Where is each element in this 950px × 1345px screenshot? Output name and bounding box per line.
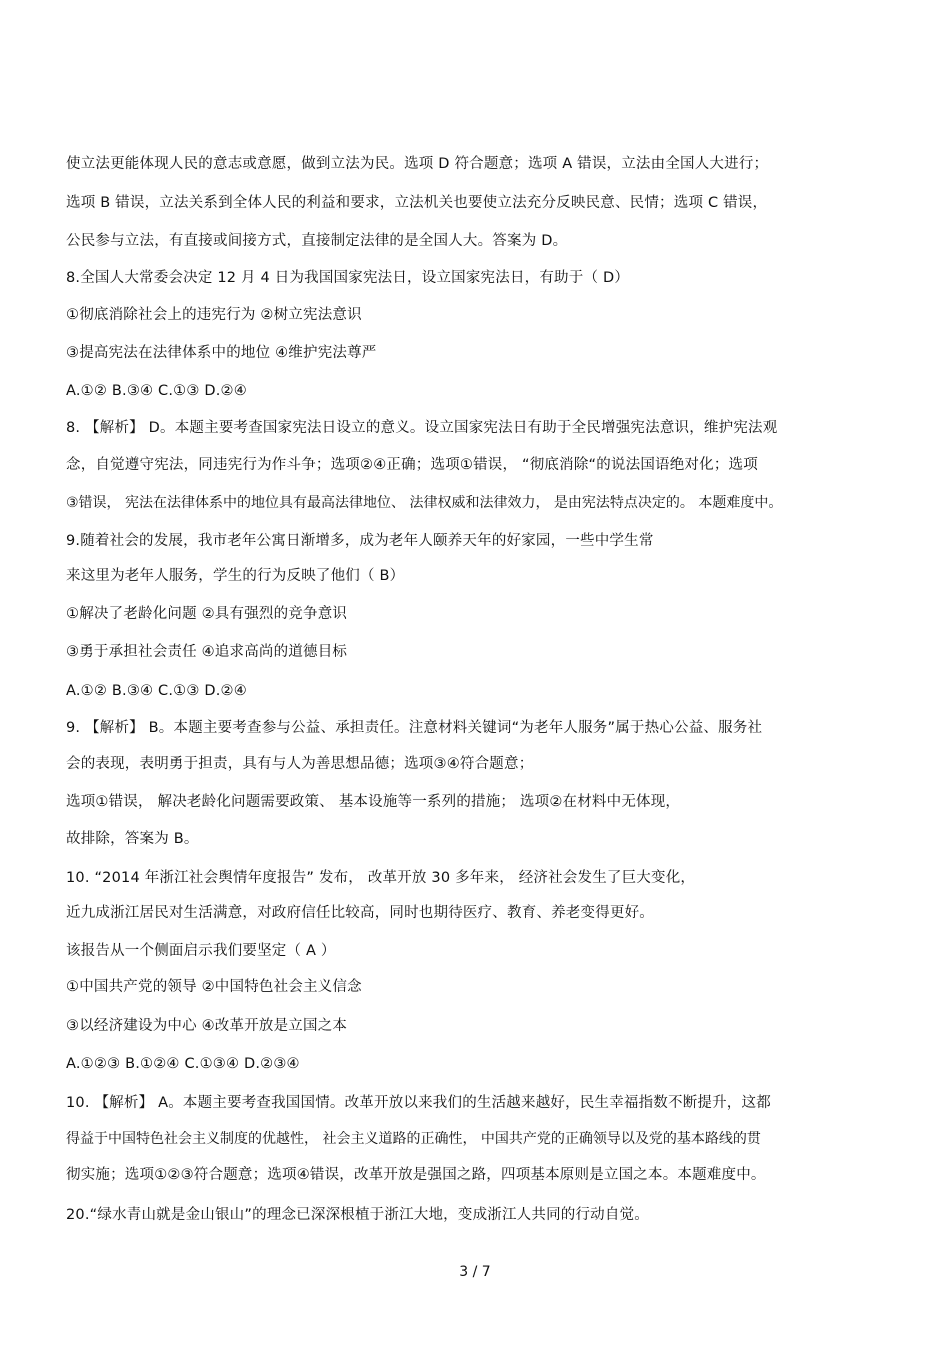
answer-choices: A.①②③ B.①②④ C.①③④ D.②③④ xyxy=(66,1056,300,1072)
text-line: 故排除，答案为 B。 xyxy=(66,831,199,847)
option-line: ③以经济建设为中心 ④改革开放是立国之本 xyxy=(66,1018,348,1034)
text-line: 选项①错误， 解决老龄化问题需要政策、 基本设施等一系列的措施； 选项②在材料中无体现， xyxy=(66,794,681,810)
text-line: 来这里为老年人服务，学生的行为反映了他们（ B） xyxy=(66,568,405,584)
text-line: 会的表现，表明勇于担责，具有与人为善思想品德；选项③④符合题意； xyxy=(66,756,534,772)
answer-choices: A.①② B.③④ C.①③ D.②④ xyxy=(66,383,247,399)
question-10: 10. “2014 年浙江社会舆情年度报告” 发布， 改革开放 30 多年来， 经济社会发生了巨大变化， xyxy=(66,870,696,886)
text-line: 选项 B 错误，立法关系到全体人民的利益和要求，立法机关也要使立法充分反映民意、民情；选项 C 错误， xyxy=(66,195,768,211)
option-line: ③勇于承担社会责任 ④追求高尚的道德目标 xyxy=(66,644,348,660)
option-line: ①中国共产党的领导 ②中国特色社会主义信念 xyxy=(66,979,362,995)
analysis-8: 8. 【解析】 D。本题主要考查国家宪法日设立的意义。设立国家宪法日有助于全民增强宪法意识，维护宪法观 xyxy=(66,420,778,436)
analysis-10: 10. 【解析】 A。本题主要考查我国国情。改革开放以来我们的生活越来越好，民生幸福指数不断提升，这都 xyxy=(66,1095,771,1111)
question-20: 20.“绿水青山就是金山银山”的理念已深深根植于浙江大地，变成浙江人共同的行动自觉。 xyxy=(66,1207,649,1223)
analysis-9: 9. 【解析】 B。本题主要考查参与公益、承担责任。注意材料关键词“为老年人服务”属于热心公益、服务社 xyxy=(66,720,763,736)
text-line: 公民参与立法，有直接或间接方式，直接制定法律的是全国人大。答案为 D。 xyxy=(66,233,568,249)
text-line: 彻实施；选项①②③符合题意；选项④错误，改革开放是强国之路，四项基本原则是立国之本。本题难度中。 xyxy=(66,1167,766,1183)
text-line: 近九成浙江居民对生活满意，对政府信任比较高，同时也期待医疗、教育、养老变得更好。 xyxy=(66,905,654,921)
text-line: 该报告从一个侧面启示我们要坚定（ A ） xyxy=(66,943,336,959)
answer-choices: A.①② B.③④ C.①③ D.②④ xyxy=(66,683,247,699)
option-line: ①解决了老龄化问题 ②具有强烈的竞争意识 xyxy=(66,606,348,622)
question-8: 8.全国人大常委会决定 12 月 4 日为我国国家宪法日，设立国家宪法日，有助于（ D） xyxy=(66,270,630,286)
option-line: ③提高宪法在法律体系中的地位 ④维护宪法尊严 xyxy=(66,345,377,361)
option-line: ①彻底消除社会上的违宪行为 ②树立宪法意识 xyxy=(66,307,362,323)
question-9: 9.随着社会的发展，我市老年公寓日渐增多，成为老年人颐养天年的好家园，一些中学生常 xyxy=(66,533,654,549)
text-line: 念，自觉遵守宪法，同违宪行为作斗争；选项②④正确；选项①错误， “彻底消除“的说法国语绝对化；选项 xyxy=(66,457,758,473)
text-line: 使立法更能体现人民的意志或意愿，做到立法为民。选项 D 符合题意；选项 A 错误，立法由全国人大进行； xyxy=(66,156,769,172)
text-line: ③错误， 宪法在法律体系中的地位具有最高法律地位、 法律权威和法律效力， 是由宪法特点决定的。 本题难度中。 xyxy=(66,495,783,511)
text-line: 得益于中国特色社会主义制度的优越性， 社会主义道路的正确性， 中国共产党的正确领导以及党的基本路线的贯 xyxy=(66,1131,761,1147)
page-number: 3 / 7 xyxy=(459,1264,491,1280)
